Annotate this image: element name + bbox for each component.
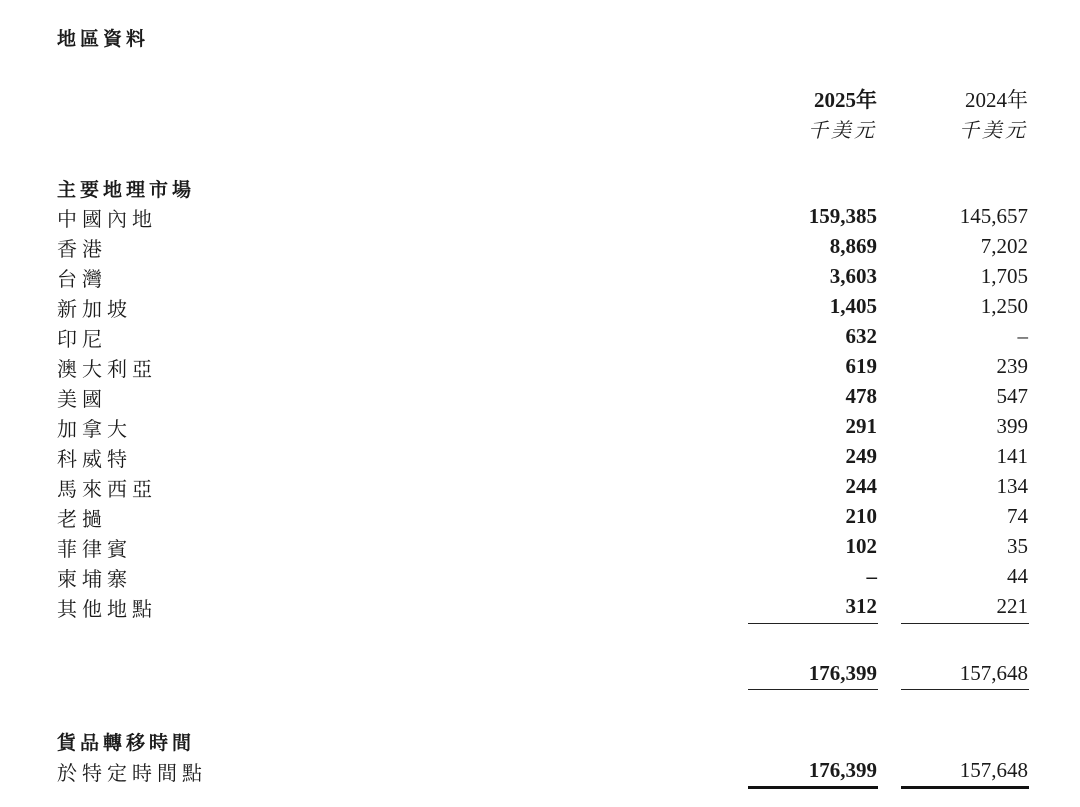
row-value-current: 102 xyxy=(845,534,877,558)
row-value-current: 3,603 xyxy=(829,264,877,288)
row-label: 美國 xyxy=(57,389,107,411)
row-label: 加拿大 xyxy=(57,419,132,441)
row-value-current: 312 xyxy=(845,594,877,618)
row-label: 其他地點 xyxy=(57,599,157,621)
row-value-prior: – xyxy=(1017,324,1028,348)
final-rule-current xyxy=(748,786,878,789)
row-label: 新加坡 xyxy=(57,299,132,321)
row-value-prior: 1,705 xyxy=(980,264,1028,288)
row-value-current: 1,405 xyxy=(829,294,877,318)
row-value-prior: 239 xyxy=(996,354,1028,378)
row-value-current: 8,869 xyxy=(829,234,877,258)
row-value-prior: 141 xyxy=(996,444,1028,468)
column-header-prior-year: 2024年 xyxy=(965,88,1028,112)
row-value-prior: 145,657 xyxy=(959,204,1028,228)
row-label: 台灣 xyxy=(57,269,107,291)
row-value-current: 249 xyxy=(845,444,877,468)
final-rule-prior xyxy=(901,786,1029,789)
row-value-current: 632 xyxy=(845,324,877,348)
total-rule-current xyxy=(748,689,878,690)
row-value-current: 291 xyxy=(845,414,877,438)
row-value-current: 159,385 xyxy=(808,204,877,228)
row-value-prior: 221 xyxy=(996,594,1028,618)
total-value-current: 176,399 xyxy=(808,661,877,685)
row-label: 中國內地 xyxy=(57,209,157,231)
row-value-prior: 74 xyxy=(1007,504,1028,528)
row-value-prior: 44 xyxy=(1007,564,1028,588)
section-heading-geographic-markets: 主要地理市場 xyxy=(57,179,196,201)
row-label: 馬來西亞 xyxy=(57,479,157,501)
page-title: 地區資料 xyxy=(57,28,150,50)
row-value-current: 244 xyxy=(845,474,877,498)
column-unit-current: 千美元 xyxy=(808,120,877,142)
row-label: 印尼 xyxy=(57,329,107,351)
total-value-prior: 157,648 xyxy=(959,661,1028,685)
row-value-prior: 134 xyxy=(996,474,1028,498)
row-label: 澳大利亞 xyxy=(57,359,157,381)
row-value-current: 619 xyxy=(845,354,877,378)
row-label: 老撾 xyxy=(57,509,107,531)
subtotal-rule-prior xyxy=(901,623,1029,624)
row-value-prior: 399 xyxy=(996,414,1028,438)
section-heading-timing-of-transfer: 貨品轉移時間 xyxy=(57,732,196,754)
row-value-prior: 35 xyxy=(1007,534,1028,558)
row-value-current: – xyxy=(866,564,877,588)
row-value-current: 176,399 xyxy=(808,758,877,782)
row-value-current: 478 xyxy=(845,384,877,408)
row-value-prior: 7,202 xyxy=(980,234,1028,258)
row-value-current: 210 xyxy=(845,504,877,528)
row-value-prior: 157,648 xyxy=(959,758,1028,782)
row-label: 香港 xyxy=(57,239,107,261)
row-label: 菲律賓 xyxy=(57,539,132,561)
row-value-prior: 547 xyxy=(996,384,1028,408)
column-header-current-year: 2025年 xyxy=(814,88,877,112)
row-label: 柬埔寨 xyxy=(57,569,132,591)
row-label: 科威特 xyxy=(57,449,132,471)
row-value-prior: 1,250 xyxy=(980,294,1028,318)
total-rule-prior xyxy=(901,689,1029,690)
row-label: 於特定時間點 xyxy=(57,763,207,785)
subtotal-rule-current xyxy=(748,623,878,624)
column-unit-prior: 千美元 xyxy=(959,120,1028,142)
